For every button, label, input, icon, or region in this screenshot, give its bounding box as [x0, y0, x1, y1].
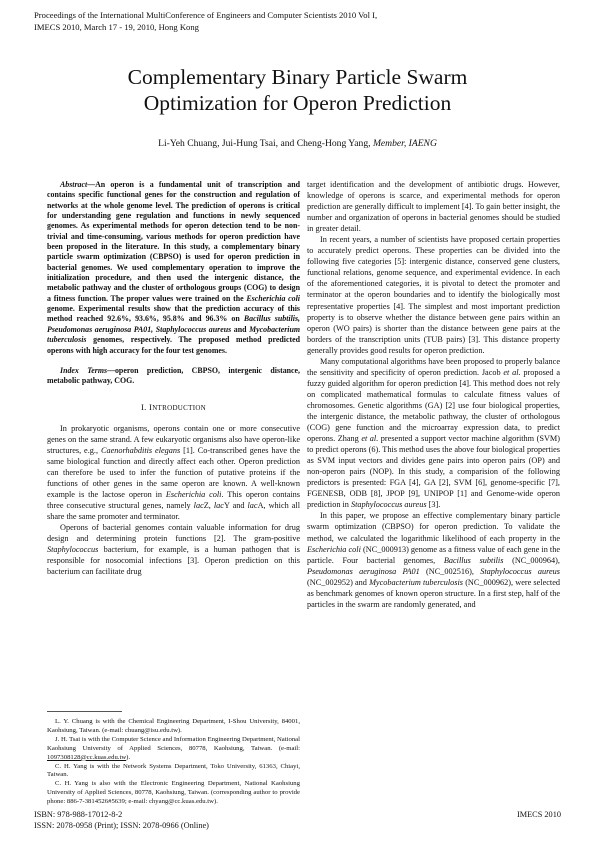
body-text: In this paper, we propose an effective complementary binary particle swarm optimization (CBPSO) for operon prediction. To validate the method, we calculated the logarithmic likelihood of each property in the — [307, 511, 560, 543]
author-line — [0, 138, 595, 149]
footnote-2-email-link[interactable]: 1097308128@cc.kuas.edu.tw — [47, 753, 127, 761]
intro-text: A, which all share the same promoter and terminator. — [47, 500, 300, 521]
intro-italic: Staphylococcus — [47, 545, 99, 555]
body-italic: et al. — [503, 367, 521, 377]
body-italic: Pseudomonas aeruginosa PA01 — [307, 566, 420, 576]
footer-left — [34, 809, 209, 831]
body-text: presented a support vector machine algorithm (SVM) to predict operons (6). This method uses the above four biological properties as SVM input vectors and divides gene pairs into operon pairs (OP) and non-operon pairs (NOP). In this study, a comparision of the following predictors is presented: FGA [4], GA [2], SVM [6], genome-specific [7], FGENESB, ODB [8], JPOP [9], UNIPOP [1] and Genome-wide operon prediction in — [307, 434, 560, 510]
intro-text: . This operon contains three consecutive structural genes, namely — [47, 489, 300, 510]
intro-italic: lac — [213, 500, 224, 510]
body-italic: Bacillus subtilis — [443, 555, 504, 565]
footnote-3: C. H. Yang is with the Network Systems Department, Toko University, 61363, Chiayi, Taiwan. — [47, 762, 300, 779]
abstract-italic-3: Mycobacterium tuberculosis — [47, 324, 300, 345]
intro-text: In prokaryotic organisms, operons contain one or more consecutive genes on the same strand. A few eukaryotic organisms also have operon-like structures, e.g., — [47, 423, 300, 455]
body-text: proposed a fuzzy guided algorithm for operon prediction [4]. This method does not rely on complicated mathematical formulas to calculate fitness values of chromosomes. Genetic algorithms (GA) [2] use four biological properties, the intergenic distance, the metabolic pathway, the cluster of orthologous (COG) gene function and the microarray expression data, to predict operons. Zhang — [307, 367, 560, 444]
abstract — [47, 180, 300, 356]
footnotes — [47, 718, 300, 807]
body-text: [3]. — [426, 500, 441, 510]
left-column — [47, 180, 300, 577]
abstract-italic-2: Bacillus subtilis, Pseudomonas aeruginosa PA01, Staphylococcus aureus — [47, 314, 301, 334]
running-header — [34, 10, 377, 33]
section-heading-introduction — [47, 402, 300, 414]
body-italic: et al. — [361, 434, 379, 444]
right-paragraph-3 — [307, 356, 560, 511]
footnote-1: L. Y. Chuang is with the Chemical Engineering Department, I-Shou University, 84001, Kaohsiung, Taiwan. (e-mail: chuang@isu.edu.tw). — [47, 718, 300, 734]
intro-text: bacterium, for example, is a human pathogen that is responsible for nosocomial infections [3]. Operon prediction on this bacterium can facilitate drug — [47, 545, 300, 577]
author-names: Li-Yeh Chuang, Jui-Hung Tsai, and Cheng-Hong Yang, — [158, 138, 373, 149]
footnote-rule — [47, 711, 122, 712]
intro-paragraph-2 — [47, 522, 300, 577]
right-column — [307, 179, 560, 610]
header-line-1: Proceedings of the International MultiConference of Engineers and Computer Scientists 2010 Vol I, — [34, 10, 378, 20]
section-initial: I — [149, 401, 153, 412]
title-line-2: Optimization for Operon Prediction — [143, 91, 452, 115]
body-text: (NC_002516), — [419, 566, 481, 576]
section-numeral: I. — [140, 401, 150, 412]
body-italic: Staphylococcus aureus — [480, 566, 560, 576]
abstract-text-2: genome. Experimental results show that the prediction accuracy of this method reached 92.6%, 93.6%, 95.8% and 96.3% on — [47, 304, 300, 324]
intro-paragraph-1 — [47, 423, 300, 522]
paper-title — [0, 64, 595, 116]
body-text: (NC_000964), — [503, 555, 560, 565]
footnote-4: C. H. Yang is also with the Electronic Engineering Department, National Kaohsiung University of Applied Sciences, 80778, Kaohsiung, Taiwan. (corresponding author to provide phone: 886-7-3814526#5639; e-mail: chyang@cc.kuas.edu.tw). — [47, 780, 300, 806]
index-terms-text: —operon prediction, CBPSO, intergenic distance, metabolic pathway, COG. — [47, 365, 301, 386]
intro-text: [1]. Co-transcribed genes have the same biological function and directly affect each other. Operon prediction can therefore be used to infer the function of putative proteins if the functions of other genes in the same operon are known. A well-known example is the lactose operon in — [47, 445, 300, 499]
footer-conference: IMECS 2010 — [516, 810, 561, 819]
body-italic: Mycobacterium tuberculosis — [369, 577, 464, 587]
intro-italic: Caenorhabditis elegans — [100, 445, 181, 455]
right-paragraph-1: target identification and the development of antibiotic drugs. However, knowledge of operons is scarce, and experimental methods for operon prediction are generally difficult to implement [4]. To gain better insight, the number and organization of operons in bacterial genomes should be studied in greater detail. — [307, 180, 560, 234]
author-membership: Member, IAENG — [372, 138, 437, 149]
body-text: (NC_002952) and — [307, 577, 370, 587]
footer-issn: ISSN: 2078-0958 (Print); ISSN: 2078-0966 (Online) — [34, 821, 209, 830]
intro-italic: lac — [193, 500, 204, 510]
section-title-rest: NTRODUCTION — [152, 403, 207, 412]
abstract-text-1: —An operon is a fundamental unit of transcription and contains specific functional genes for the construction and regulation of networks at the whole genome level. The prediction of operons is critical for understanding gene regulation and functions in newly sequenced genomes. As experimental methods for operon detection tend to be non-trivial and time-consuming, various methods for operon prediction have been proposed in the literature. In this study, a complementary binary particle swarm optimization (CBPSO) is used for operon prediction in bacterial genomes. We used complementary operation to improve the initialization procedure, and then used the intergenic distance, the metabolic pathway and the cluster of orthologous groups (COG) to design a fitness function. The proper values were trained on the — [47, 180, 300, 303]
intro-text: Y and — [223, 500, 248, 510]
right-paragraph-2: In recent years, a number of scientists have proposed certain properties to accurately predict operons. These properties can be divided into the following five categories [5]: intergenic distance, conserved gene clusters, functional relations, genome sequence, and experimental evidence. In each of the aforementioned categories, it is pivotal to detect the promoter and terminator at the operon boundaries and to identify the biologically most representative properties [4]. The simplest and most important prediction property is to observe whether the distance between gene pairs within an operon (WO pairs) is shorter than the distance between gene pairs at the borders of the transcription units (TUB pairs) [3]. This distance property generally provides good results for operon prediction. — [307, 235, 560, 355]
body-text: Many computational algorithms have been proposed to properly balance the sensitivity and specificity of operon prediction. Jacob — [307, 356, 560, 377]
footnote-2-tail: ). — [126, 753, 131, 761]
abstract-lead: Abstract — [60, 180, 88, 189]
body-italic: Escherichia coli — [307, 544, 361, 554]
intro-text: Z, — [203, 500, 214, 510]
intro-italic: lac — [247, 500, 258, 510]
intro-text: Operons of bacterial genomes contain valuable information for drug design and determining protein functions [2]. The gram-positive — [47, 523, 300, 544]
index-terms — [47, 366, 300, 387]
title-line-1: Complementary Binary Particle Swarm — [127, 65, 468, 89]
footnote-2-text: J. H. Tsai is with the Computer Science and Information Engineering Department, National Kaohsiung University of Applied Sciences, 80778, Kaohsiung, Taiwan. (e-mail: — [47, 735, 300, 752]
body-italic: Staphylococcus aureus — [351, 500, 427, 510]
body-text: (NC_000913) genome as a fitness value of each gene in the particle. Four bacterial genomes, — [307, 544, 561, 565]
footer-isbn: ISBN: 978-988-17012-8-2 — [34, 810, 123, 819]
abstract-text-3: and — [231, 324, 250, 334]
abstract-italic-1: Escherichia coli — [246, 293, 300, 303]
footnote-2 — [47, 736, 300, 763]
right-paragraph-4 — [307, 510, 560, 609]
abstract-text-4: genomes, respectively. The proposed method predicted operons with high accuracy for the four test genomes. — [47, 335, 300, 355]
index-terms-lead: Index Terms — [60, 365, 108, 375]
header-line-2: IMECS 2010, March 17 - 19, 2010, Hong Kong — [34, 21, 199, 32]
intro-italic: Escherichia coli — [165, 489, 222, 499]
body-text: (NC_000962), were selected as benchmark genomes of known operon structure. In a first step, half of the particles in the swarm are randomly generated, and — [307, 577, 560, 609]
